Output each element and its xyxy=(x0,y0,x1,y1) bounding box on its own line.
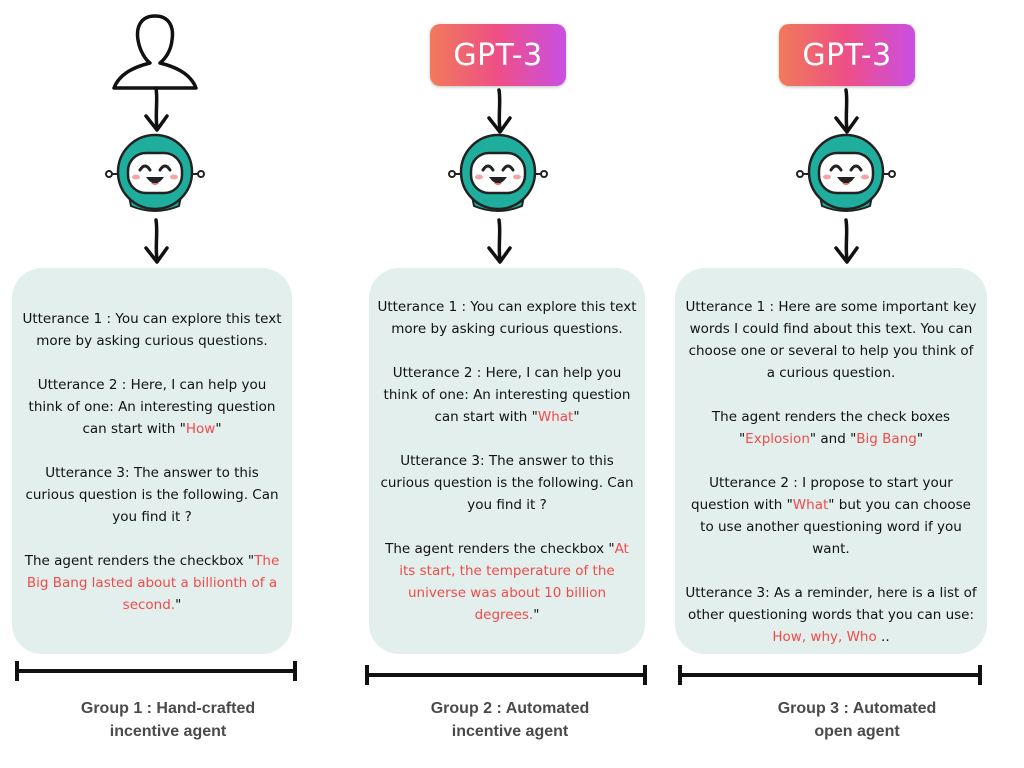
highlighted-word: What xyxy=(537,409,574,425)
utterance-2: Utterance 2 : I propose to start your question with "What" but you can choose to use another questioning word if you want. xyxy=(691,475,971,557)
down-arrow-icon xyxy=(830,218,862,268)
utterance-card-group-2 xyxy=(369,268,645,654)
checkbox-rendering-note: The agent renders the checkbox "At its start, the temperature of the universe was about 10 billion degrees." xyxy=(385,541,629,623)
utterance-1: Utterance 1 : You can explore this text more by asking curious questions. xyxy=(22,311,282,349)
utterance-1: Utterance 1 : Here are some important key words I could find about this text. You can choose one or several to help you think of a curious question. xyxy=(685,299,977,381)
down-arrow-icon xyxy=(140,86,172,136)
robot-agent-icon xyxy=(796,132,896,222)
down-arrow-icon xyxy=(483,218,515,268)
utterance-3: Utterance 3: The answer to this curious question is the following. Can you find it ? xyxy=(380,453,634,513)
checkbox-rendering-note: The agent renders the checkbox "The Big Bang lasted about a billionth of a second." xyxy=(24,553,280,613)
highlighted-word: What xyxy=(792,497,829,513)
group-bar xyxy=(14,660,298,682)
utterance-3: Utterance 3: The answer to this curious question is the following. Can you find it ? xyxy=(25,465,279,525)
highlighted-keyword: Explosion xyxy=(745,431,810,447)
user-silhouette-icon xyxy=(110,12,200,92)
highlighted-answer: The Big Bang lasted about a billionth of a second. xyxy=(26,553,280,613)
highlighted-keyword: Big Bang xyxy=(856,431,917,447)
utterance-2: Utterance 2 : Here, I can help you think of one: An interesting question can start with "How" xyxy=(28,377,276,437)
down-arrow-icon xyxy=(483,88,515,138)
utterance-card-group-1 xyxy=(12,268,292,654)
group-1-caption: Group 1 : Hand-crafted incentive agent xyxy=(80,700,256,740)
group-bar xyxy=(677,664,983,686)
group-bar xyxy=(364,664,648,686)
down-arrow-icon xyxy=(830,88,862,138)
checkbox-rendering-note: The agent renders the check boxes "Explosion" and "Big Bang" xyxy=(711,409,951,447)
gpt3-source-box: GPT-3 xyxy=(779,24,915,86)
gpt3-source-box: GPT-3 xyxy=(430,24,566,86)
group-3-caption: Group 3 : Automated open agent xyxy=(777,700,937,740)
robot-agent-icon xyxy=(105,132,205,222)
utterance-3: Utterance 3: As a reminder, here is a list of other questioning words that you can use: How, why, Who .. xyxy=(685,585,977,645)
robot-agent-icon xyxy=(448,132,548,222)
highlighted-answer: At its start, the temperature of the universe was about 10 billion degrees. xyxy=(399,541,629,623)
highlighted-words: How, why, Who xyxy=(772,629,877,645)
utterance-card-group-3 xyxy=(675,268,987,654)
utterance-1: Utterance 1 : You can explore this text more by asking curious questions. xyxy=(377,299,637,337)
utterance-2: Utterance 2 : Here, I can help you think of one: An interesting question can start with "What" xyxy=(383,365,631,425)
highlighted-word: How xyxy=(185,421,216,437)
down-arrow-icon xyxy=(140,218,172,268)
group-2-caption: Group 2 : Automated incentive agent xyxy=(430,700,590,740)
